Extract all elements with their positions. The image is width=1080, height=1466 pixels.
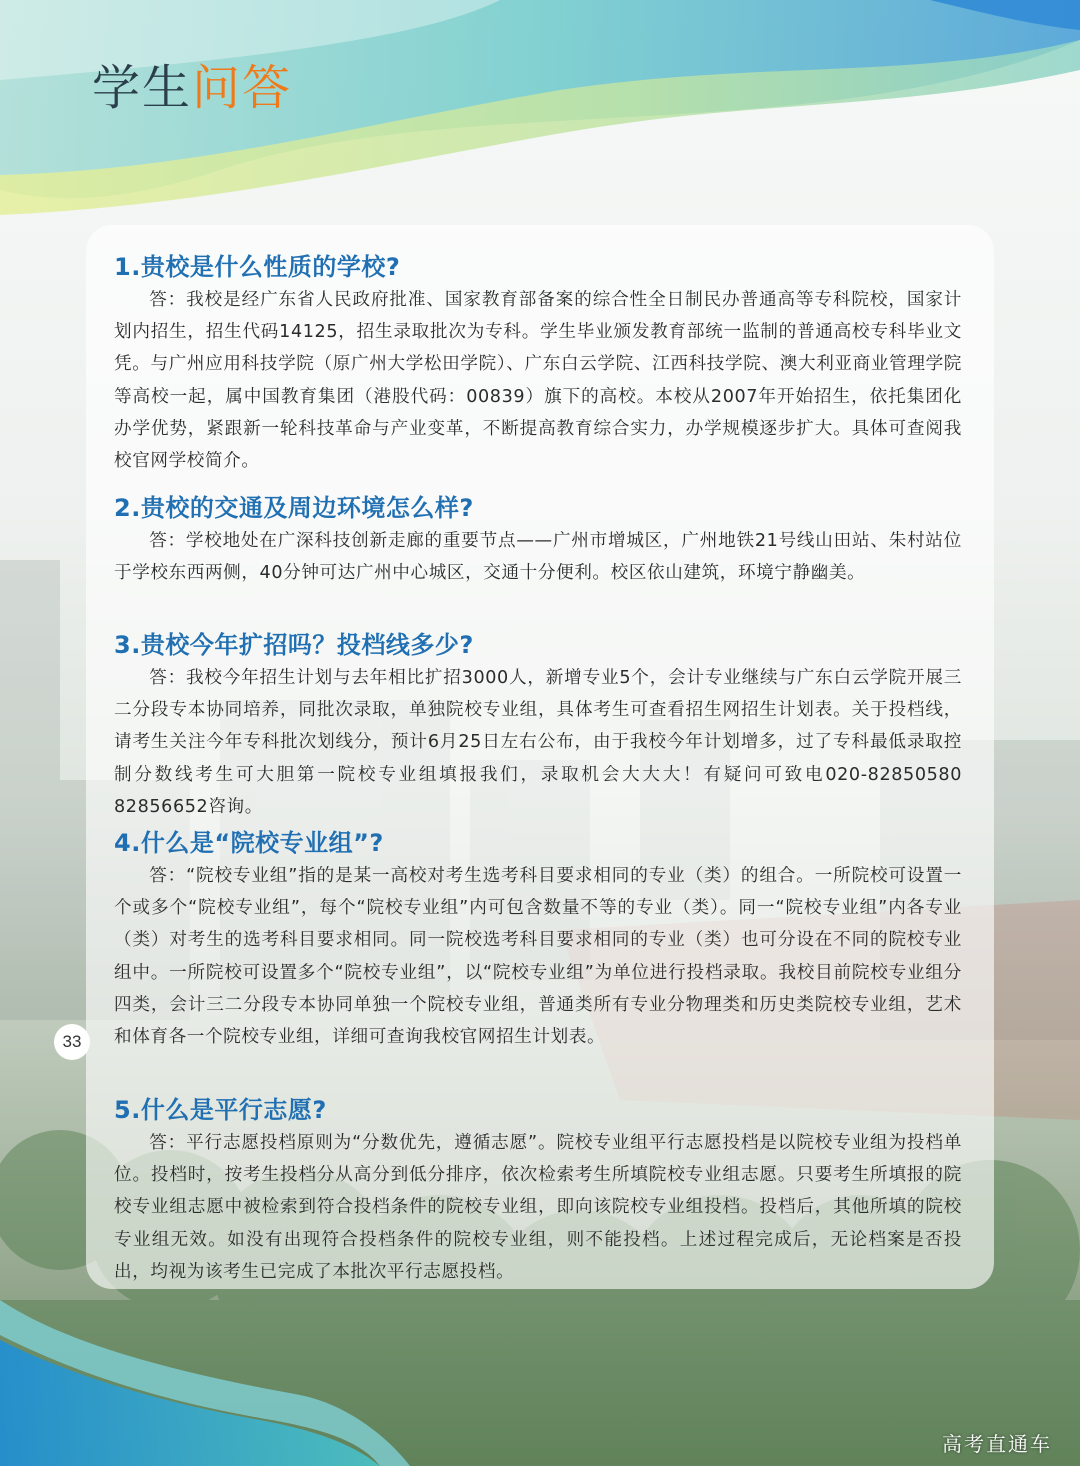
answer-text: 答：“院校专业组”指的是某一高校对考生选考科目要求相同的专业（类）的组合。一所院校可设置一个或多个“院校专业组”，每个“院校专业组”内可包含数量不等的专业（类）。同一“院校专业组”内各专业（类）对考生的选考科目要求相同。同一院校选考科目要求相同的专业（类）也可分设在不同的院校专业组中。一所院校可设置多个“院校专业组”，以“院校专业组”为单位进行投档录取。我校目前院校专业组分四类，会计三二分段专本协同单独一个院校专业组，普通类所有专业分物理类和历史类院校专业组，艺术和体育各一个院校专业组，详细可查询我校官网招生计划表。 bbox=[114, 866, 962, 1048]
qa-item-2 bbox=[114, 491, 962, 589]
page-title-part2: 问答 bbox=[192, 60, 293, 116]
question-title: 4.什么是“院校专业组”? bbox=[114, 829, 384, 857]
qa-item-3 bbox=[114, 628, 962, 823]
page-number: 33 bbox=[54, 1024, 90, 1060]
page-title bbox=[92, 60, 293, 116]
answer-text: 答：平行志愿投档原则为“分数优先，遵循志愿”。院校专业组平行志愿投档是以院校专业组为投档单位。投档时，按考生投档分从高分到低分排序，依次检索考生所填院校专业组志愿。只要考生所填报的院校专业组志愿中被检索到符合投档条件的院校专业组，即向该院校专业组投档。投档后，其他所填的院校专业组无效。如没有出现符合投档条件的院校专业组，则不能投档。上述过程完成后，无论档案是否投出，均视为该考生已完成了本批次平行志愿投档。 bbox=[114, 1133, 962, 1282]
qa-item-5 bbox=[114, 1093, 962, 1288]
page-title-part1: 学生 bbox=[92, 60, 193, 116]
question-title: 2.贵校的交通及周边环境怎么样? bbox=[114, 494, 474, 522]
answer-text: 答：学校地处在广深科技创新走廊的重要节点——广州市增城区，广州地铁21号线山田站、朱村站位于学校东西两侧，40分钟可达广州中心城区，交通十分便利。校区依山建筑，环境宁静幽美。 bbox=[114, 531, 962, 584]
question-title: 3.贵校今年扩招吗？投档线多少? bbox=[114, 631, 474, 659]
question-title: 5.什么是平行志愿? bbox=[114, 1096, 327, 1124]
qa-item-4 bbox=[114, 826, 962, 1053]
answer-text: 答：我校今年招生计划与去年相比扩招3000人，新增专业5个，会计专业继续与广东白云学院开展三二分段专本协同培养，同批次录取，单独院校专业组，具体考生可查看招生网招生计划表。关于投档线，请考生关注今年专科批次划线分，预计6月25日左右公布，由于我校今年计划增多，过了专科最低录取控制分数线考生可大胆第一院校专业组填报我们，录取机会大大大！有疑问可致电020-82850580 82856652咨询。 bbox=[114, 668, 962, 817]
answer-text: 答：我校是经广东省人民政府批准、国家教育部备案的综合性全日制民办普通高等专科院校，国家计划内招生，招生代码14125，招生录取批次为专科。学生毕业颁发教育部统一监制的普通高校专科毕业文凭。与广州应用科技学院（原广州大学松田学院）、广东白云学院、江西科技学院、澳大利亚商业管理学院等高校一起，属中国教育集团（港股代码：00839）旗下的高校。本校从2007年开始招生，依托集团化办学优势，紧跟新一轮科技革命与产业变革，不断提高教育综合实力，办学规模逐步扩大。具体可查阅我校官网学校简介。 bbox=[114, 290, 962, 472]
question-title: 1.贵校是什么性质的学校? bbox=[114, 253, 401, 281]
qa-item-1 bbox=[114, 250, 962, 477]
watermark-text: 高考直通车 bbox=[942, 1432, 1052, 1456]
